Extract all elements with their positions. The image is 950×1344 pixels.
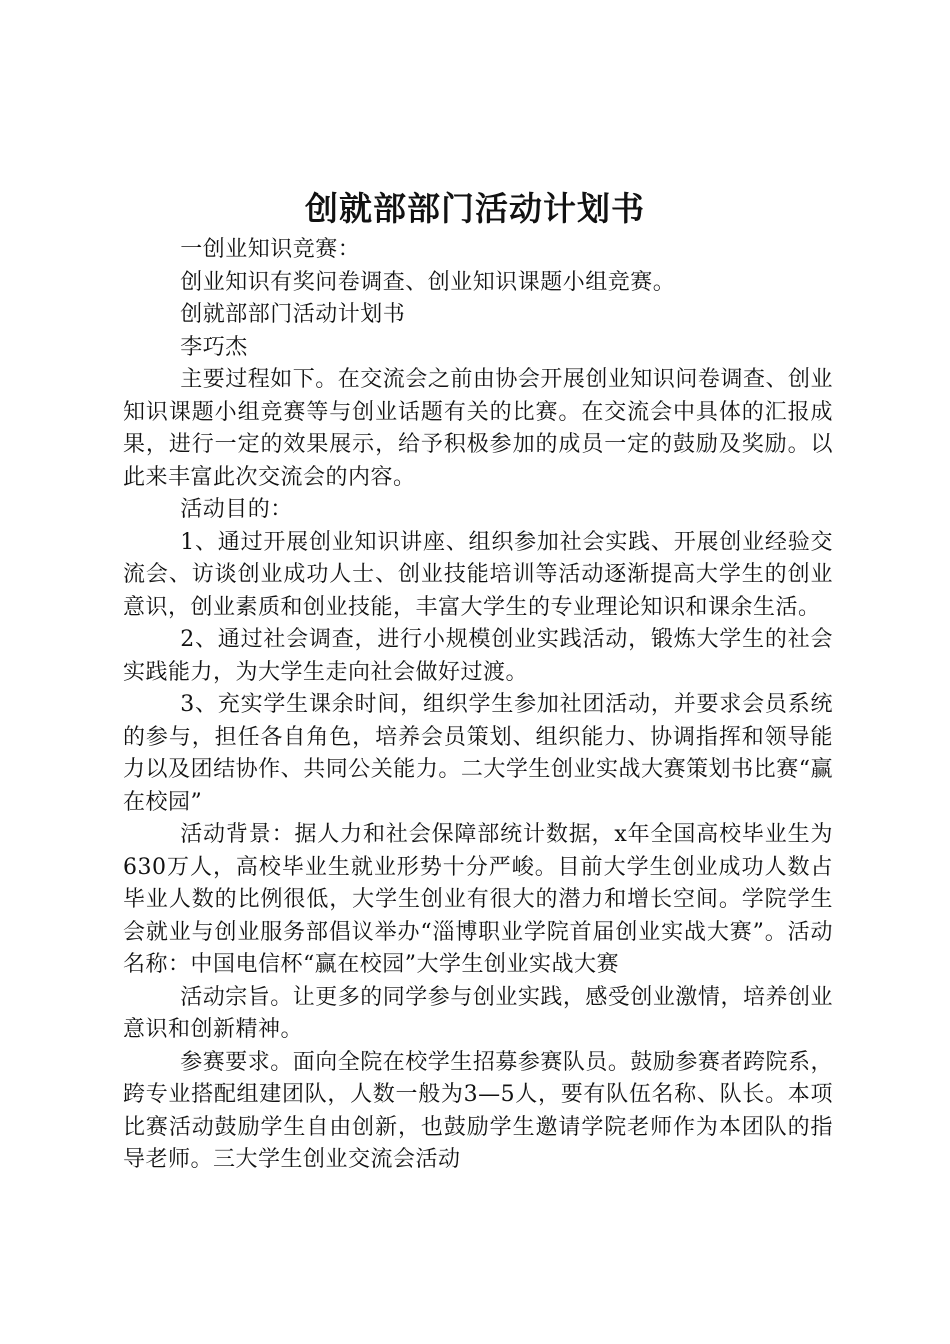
paragraph: 参赛要求。面向全院在校学生招募参赛队员。鼓励参赛者跨院系，跨专业搭配组建团队，人数一般为3—5人，要有队伍名称、队长。本项比赛活动鼓励学生自由创新，也鼓励学生邀请学院老师作为本团队的指导老师。三大学生创业交流会活动 <box>123 1049 833 1172</box>
paragraph: 3、充实学生课余时间，组织学生参加社团活动，并要求会员系统的参与，担任各自角色，培养会员策划、组织能力、协调指挥和领导能力以及团结协作、共同公关能力。二大学生创业实战大赛策划书比赛“赢在校园” <box>123 692 833 815</box>
author-line: 李巧杰 <box>180 334 248 360</box>
paragraph: 一创业知识竞赛： <box>180 237 361 262</box>
paragraph: 活动目的： <box>180 497 293 522</box>
paragraph: 活动宗旨。让更多的同学参与创业实践，感受创业激情，培养创业意识和创新精神。 <box>123 984 833 1042</box>
paragraph: 活动背景：据人力和社会保障部统计数据，x年全国高校毕业生为630万人，高校毕业生就业形势十分严峻。目前大学生创业成功人数占毕业人数的比例很低，大学生创业有很大的潜力和增长空间。学院学生会就业与创业服务部倡议举办“淄博职业学院首届创业实战大赛”。活动名称：中国电信杯“赢在校园”大学生创业实战大赛 <box>123 822 833 977</box>
paragraph: 1、通过开展创业知识讲座、组织参加社会实践、开展创业经验交流会、访谈创业成功人士、创业技能培训等活动逐渐提高大学生的创业意识，创业素质和创业技能，丰富大学生的专业理论知识和课余生活。 <box>123 529 833 620</box>
paragraph: 创业知识有奖问卷调查、创业知识课题小组竞赛。 <box>180 269 676 295</box>
paragraph: 主要过程如下。在交流会之前由协会开展创业知识问卷调查、创业知识课题小组竞赛等与创业话题有关的比赛。在交流会中具体的汇报成果，进行一定的效果展示，给予积极参加的成员一定的鼓励及奖励。以此来丰富此次交流会的内容。 <box>123 367 833 490</box>
paragraph: 创就部部门活动计划书 <box>180 302 406 327</box>
paragraph: 2、通过社会调查，进行小规模创业实践活动，锻炼大学生的社会实践能力，为大学生走向社会做好过渡。 <box>123 627 833 685</box>
document-title: 创就部部门活动计划书 <box>305 189 645 228</box>
document-body <box>123 234 833 1177</box>
